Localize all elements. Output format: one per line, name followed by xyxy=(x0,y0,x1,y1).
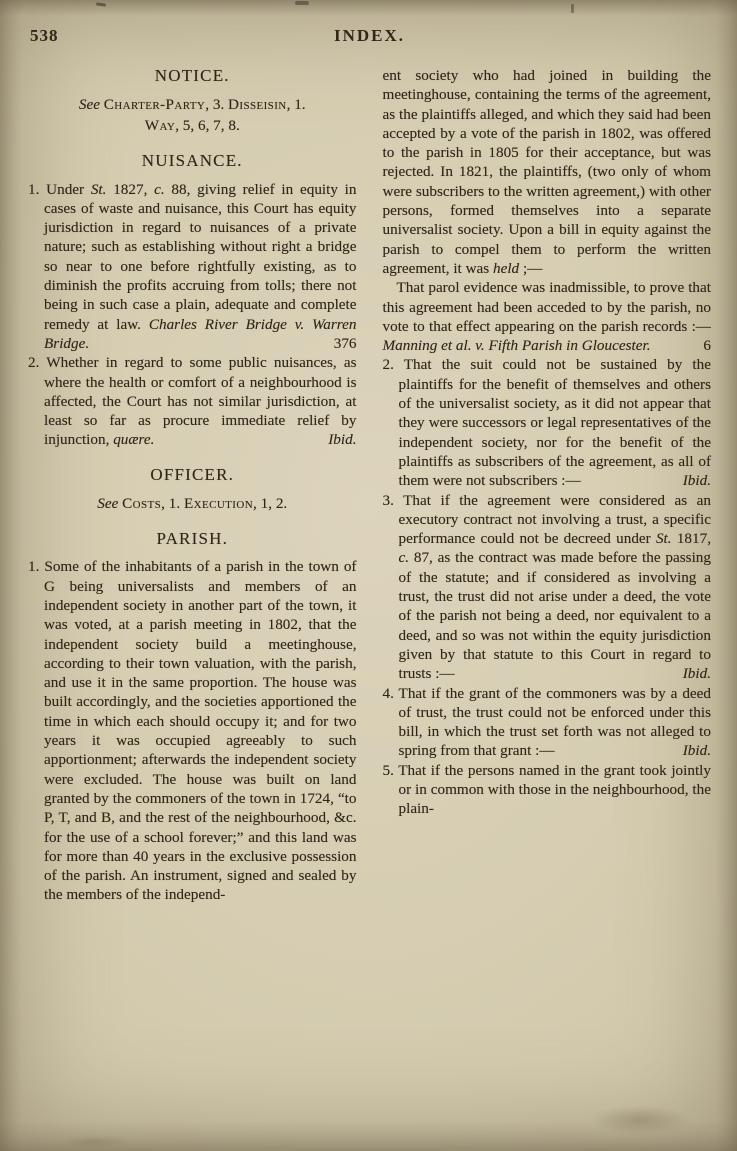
running-title: INDEX. xyxy=(333,26,406,45)
text-columns xyxy=(28,66,711,905)
right-column xyxy=(383,66,712,905)
index-entry-nuisance-1: 1. Under St. 1827, c. 88, giving relief in equity in cases of waste and nuisance, this Court has equity jurisdiction in regard to nuisances of a private nature; such as establishing without right a bridge so near to one before rightfully existing, as to diminish the profits accruing from tolls; there not being in such case a plain, adequate and complete remedy at law. Charles River Bridge v. Warren Bridge. 376 xyxy=(28,180,357,352)
index-entry-parish-3: 3. That if the agreement were considered as an executory contract not involving a trust, a specific performance could not be decreed under St. 1817, c. 87, as the contract was made before the passing of the statute; and if considered as involving a trust, the trust did not arise under a deed, the vote of the parish not being a deed, nor equivalent to a deed, and so was not within the equity jurisdiction given by that statute to this Court in regard to trusts :— Ibid. xyxy=(382,491,711,683)
left-column xyxy=(28,66,357,905)
index-entry-nuisance-2: 2. Whether in regard to some public nuisances, as where the health or comfort of a neighbourhood is affected, the Court has not similar jurisdiction, at least so far as procure immediate relief by injunction, quære. Ibid. xyxy=(28,354,357,449)
index-entry-parish-4: 4. That if the grant of the commoners was by a deed of trust, the trust could not be enforced under this bill, in which the trust set forth was not alleged to spring from that grant :— Ibid. xyxy=(382,684,711,760)
section-heading-nuisance: NUISANCE. xyxy=(141,151,243,171)
scan-artifact xyxy=(60,1136,130,1148)
cross-reference-notice: See Charter-Party, 3. Disseisin, 1. Way, 5, 6, 7, 8. xyxy=(78,96,306,135)
scan-artifact xyxy=(590,1106,690,1134)
page-number: 538 xyxy=(30,26,59,45)
index-entry-parish-1: 1. Some of the inhabitants of a parish in the town of G being universalists and members of an independent society in another part of the town, it was voted, at a parish meeting in 1802, that the independent society build a meetinghouse, according to their town valuation, with the parish, and use it in the same proportion. The house was built accordingly, and the societies apportioned the time in which each should occupy it; and for two years it was occupied agreeably to such apportionment; afterwards the independent society were excluded. The house was built on land granted by the commoners of the town in 1724, “to P, T, and B, and the rest of the neighbourhood, &c. for the use of a school forever;” and this land was for more than 40 years in the exclusive possession of the parish. An instrument, signed and sealed by the members of the independ- xyxy=(28,558,357,904)
index-entry-parish-1-continuation: ent society who had joined in building the meetinghouse, containing the terms of the agreement, as the plaintiffs alleged, and which they said had been accepted by a vote of the parish in 1802, was offered to the parish in 1805 for their acceptance, but was rejected. In 1821, the plaintiffs, (two only of whom were subscribers to the written agreement,) with other persons, formed themselves into a separate universalist society. Upon a bill in equity against the parish to compel them to perform the written agreement, it was held ;— xyxy=(382,67,711,277)
cross-reference-officer: See Costs, 1. Execution, 1, 2. xyxy=(97,495,288,513)
holding-paragraph-1: That parol evidence was inadmissible, to prove that this agreement had been acceded to by the parish, no vote to that effect appearing on the parish records :—Manning et al. v. Fifth Parish in Gloucester. 6 xyxy=(382,279,711,355)
section-heading-notice: NOTICE. xyxy=(154,66,230,85)
section-heading-parish: PARISH. xyxy=(156,529,229,549)
index-entry-parish-5: 5. That if the persons named in the grant took jointly or in common with those in the neighbourhood, the plain- xyxy=(382,761,711,818)
running-head xyxy=(28,24,711,50)
index-entry-parish-2: 2. That the suit could not be sustained by the plaintiffs for the benefit of themselves and others of the universalist society, as it did not appear that they were successors or legal representatives of the independent society, nor for the benefit of the plaintiffs as subscribers of the agreement, as all of them were not subscribers :— Ibid. xyxy=(382,356,711,490)
section-heading-officer: OFFICER. xyxy=(150,464,235,484)
